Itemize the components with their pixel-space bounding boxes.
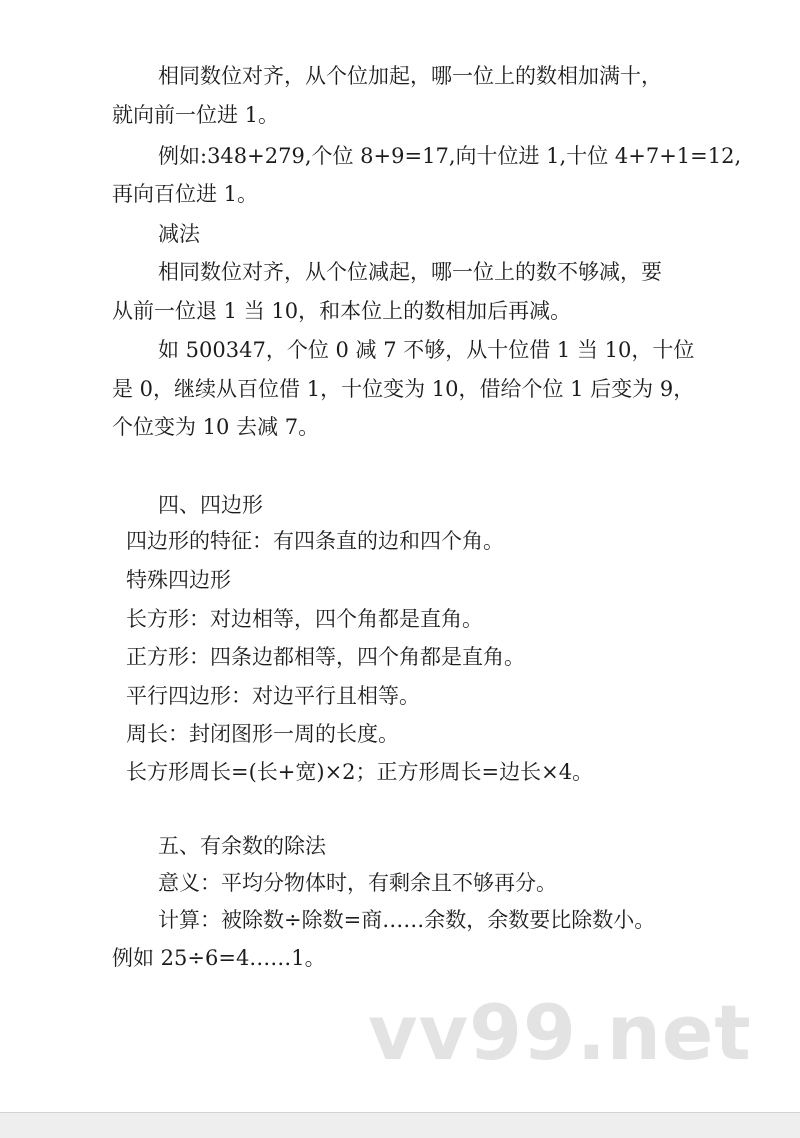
section-heading: 减法 bbox=[158, 222, 200, 246]
text-line: 正方形：四条边都相等，四个角都是直角。 bbox=[126, 645, 525, 669]
text-line: 长方形：对边相等，四个角都是直角。 bbox=[126, 607, 483, 631]
text-line: 平行四边形：对边平行且相等。 bbox=[126, 684, 420, 708]
text-line: 周长：封闭图形一周的长度。 bbox=[126, 722, 399, 746]
text-line: 相同数位对齐，从个位加起，哪一位上的数相加满十， bbox=[158, 64, 662, 88]
text-line: 意义：平均分物体时，有剩余且不够再分。 bbox=[158, 871, 557, 895]
watermark: vv99.net bbox=[368, 988, 752, 1077]
section-heading: 五、有余数的除法 bbox=[158, 834, 326, 858]
text-line: 如 500347，个位 0 减 7 不够，从十位借 1 当 10，十位 bbox=[158, 338, 695, 362]
text-line: 四边形的特征：有四条直的边和四个角。 bbox=[126, 529, 504, 553]
section-heading: 特殊四边形 bbox=[126, 568, 231, 592]
text-line: 是 0，继续从百位借 1，十位变为 10，借给个位 1 后变为 9， bbox=[112, 377, 695, 401]
text-line: 例如:348+279,个位 8+9=17,向十位进 1,十位 4+7+1=12, bbox=[158, 144, 742, 168]
text-line: 计算：被除数÷除数=商……余数，余数要比除数小。 bbox=[158, 908, 656, 932]
section-heading: 四、四边形 bbox=[158, 493, 263, 517]
text-line: 例如 25÷6=4……1。 bbox=[112, 946, 326, 970]
viewer-bottom-bar bbox=[0, 1112, 800, 1138]
text-line: 就向前一位进 1。 bbox=[112, 103, 280, 127]
text-line: 再向百位进 1。 bbox=[112, 182, 259, 206]
text-line: 长方形周长=(长+宽)×2；正方形周长=边长×4。 bbox=[126, 760, 594, 784]
text-line: 相同数位对齐，从个位减起，哪一位上的数不够减，要 bbox=[158, 260, 662, 284]
text-line: 从前一位退 1 当 10，和本位上的数相加后再减。 bbox=[112, 299, 572, 323]
text-line: 个位变为 10 去减 7。 bbox=[112, 415, 320, 439]
